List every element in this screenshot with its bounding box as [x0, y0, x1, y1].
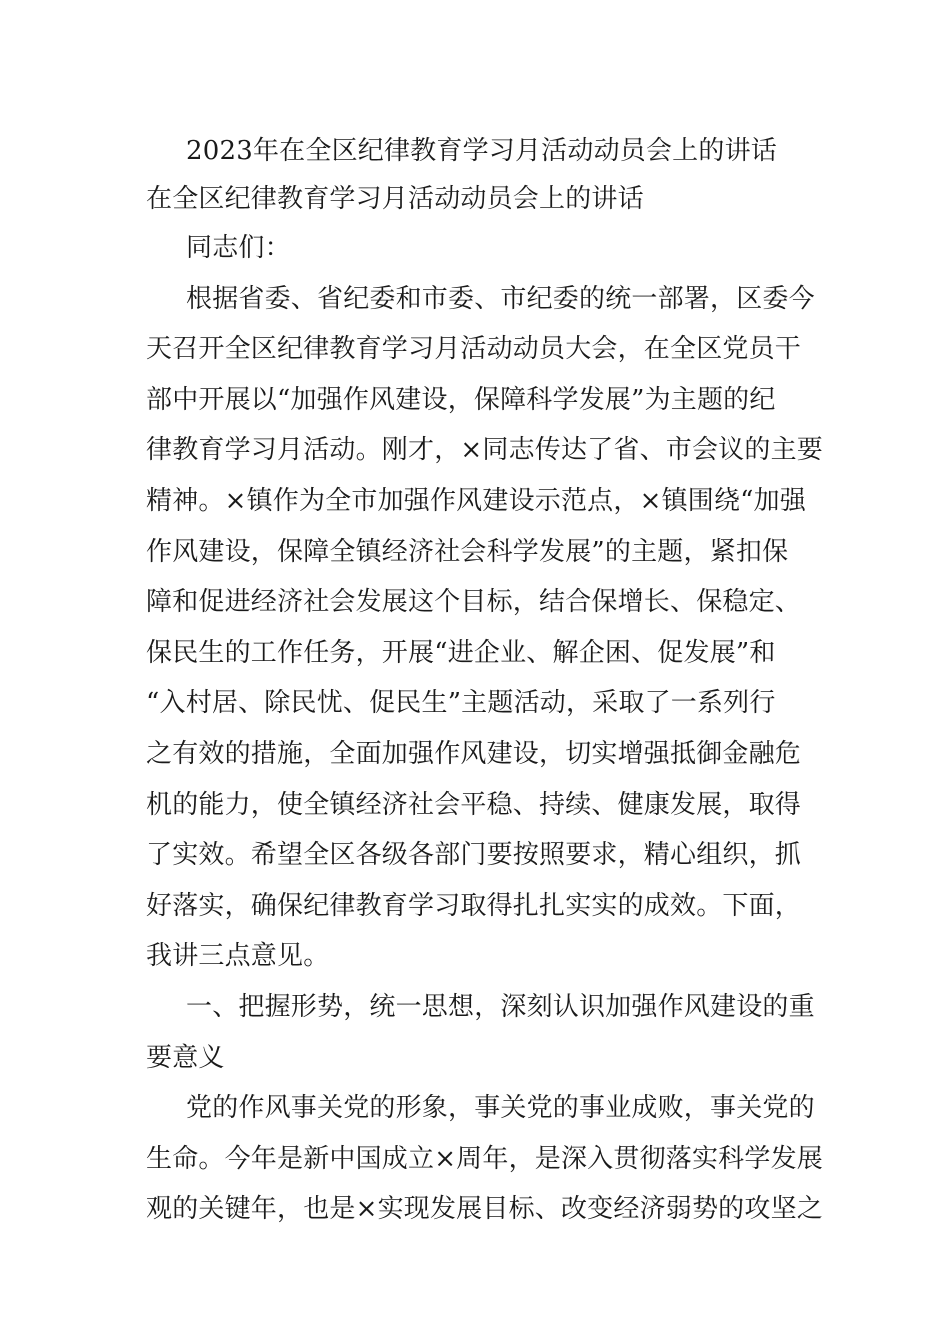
paragraph-line: 精神。×镇作为全市加强作风建设示范点，×镇围绕“加强 [146, 485, 807, 516]
paragraph-line: 律教育学习月活动。刚才，×同志传达了省、市会议的主要 [146, 435, 823, 466]
paragraph-line: 好落实，确保纪律教育学习取得扎扎实实的成效。下面， [146, 890, 802, 921]
paragraph-line: 观的关键年，也是×实现发展目标、改变经济弱势的攻坚之 [146, 1194, 823, 1225]
heading-line: 要意义 [146, 1042, 225, 1073]
paragraph-line: 作风建设，保障全镇经济社会科学发展”的主题，紧扣保 [146, 536, 789, 567]
salutation: 同志们： [186, 233, 291, 263]
paragraph-line: 之有效的措施，全面加强作风建设，切实增强抵御金融危 [146, 738, 802, 769]
paragraph-line: “入村居、除民忧、促民生”主题活动，采取了一系列行 [146, 688, 776, 719]
paragraph-line: 根据省委、省纪委和市委、市纪委的统一部署，区委今 [186, 283, 815, 314]
document-subtitle: 在全区纪律教育学习月活动动员会上的讲话 [146, 184, 644, 214]
paragraph-line: 部中开展以“加强作风建设，保障科学发展”为主题的纪 [146, 384, 776, 415]
paragraph-line: 天召开全区纪律教育学习月活动动员大会，在全区党员干 [146, 334, 802, 365]
paragraph-line: 了实效。希望全区各级各部门要按照要求，精心组织，抓 [146, 840, 802, 871]
document-body [146, 128, 823, 1237]
paragraph-line: 机的能力，使全镇经济社会平稳、持续、健康发展，取得 [146, 789, 802, 820]
paragraph-intro [146, 276, 823, 984]
document-title: 2023年在全区纪律教育学习月活动动员会上的讲话 [186, 136, 777, 166]
paragraph-line: 我讲三点意见。 [146, 941, 330, 972]
section-heading-1 [146, 984, 815, 1085]
paragraph-line: 障和促进经济社会发展这个目标，结合保增长、保稳定、 [146, 587, 802, 618]
paragraph-section-1 [146, 1085, 823, 1237]
paragraph-line: 党的作风事关党的形象，事关党的事业成败，事关党的 [186, 1093, 815, 1124]
paragraph-line: 生命。今年是新中国成立×周年，是深入贯彻落实科学发展 [146, 1143, 823, 1174]
heading-line: 一、把握形势，统一思想，深刻认识加强作风建设的重 [186, 991, 815, 1022]
paragraph-line: 保民生的工作任务，开展“进企业、解企困、促发展”和 [146, 637, 776, 668]
